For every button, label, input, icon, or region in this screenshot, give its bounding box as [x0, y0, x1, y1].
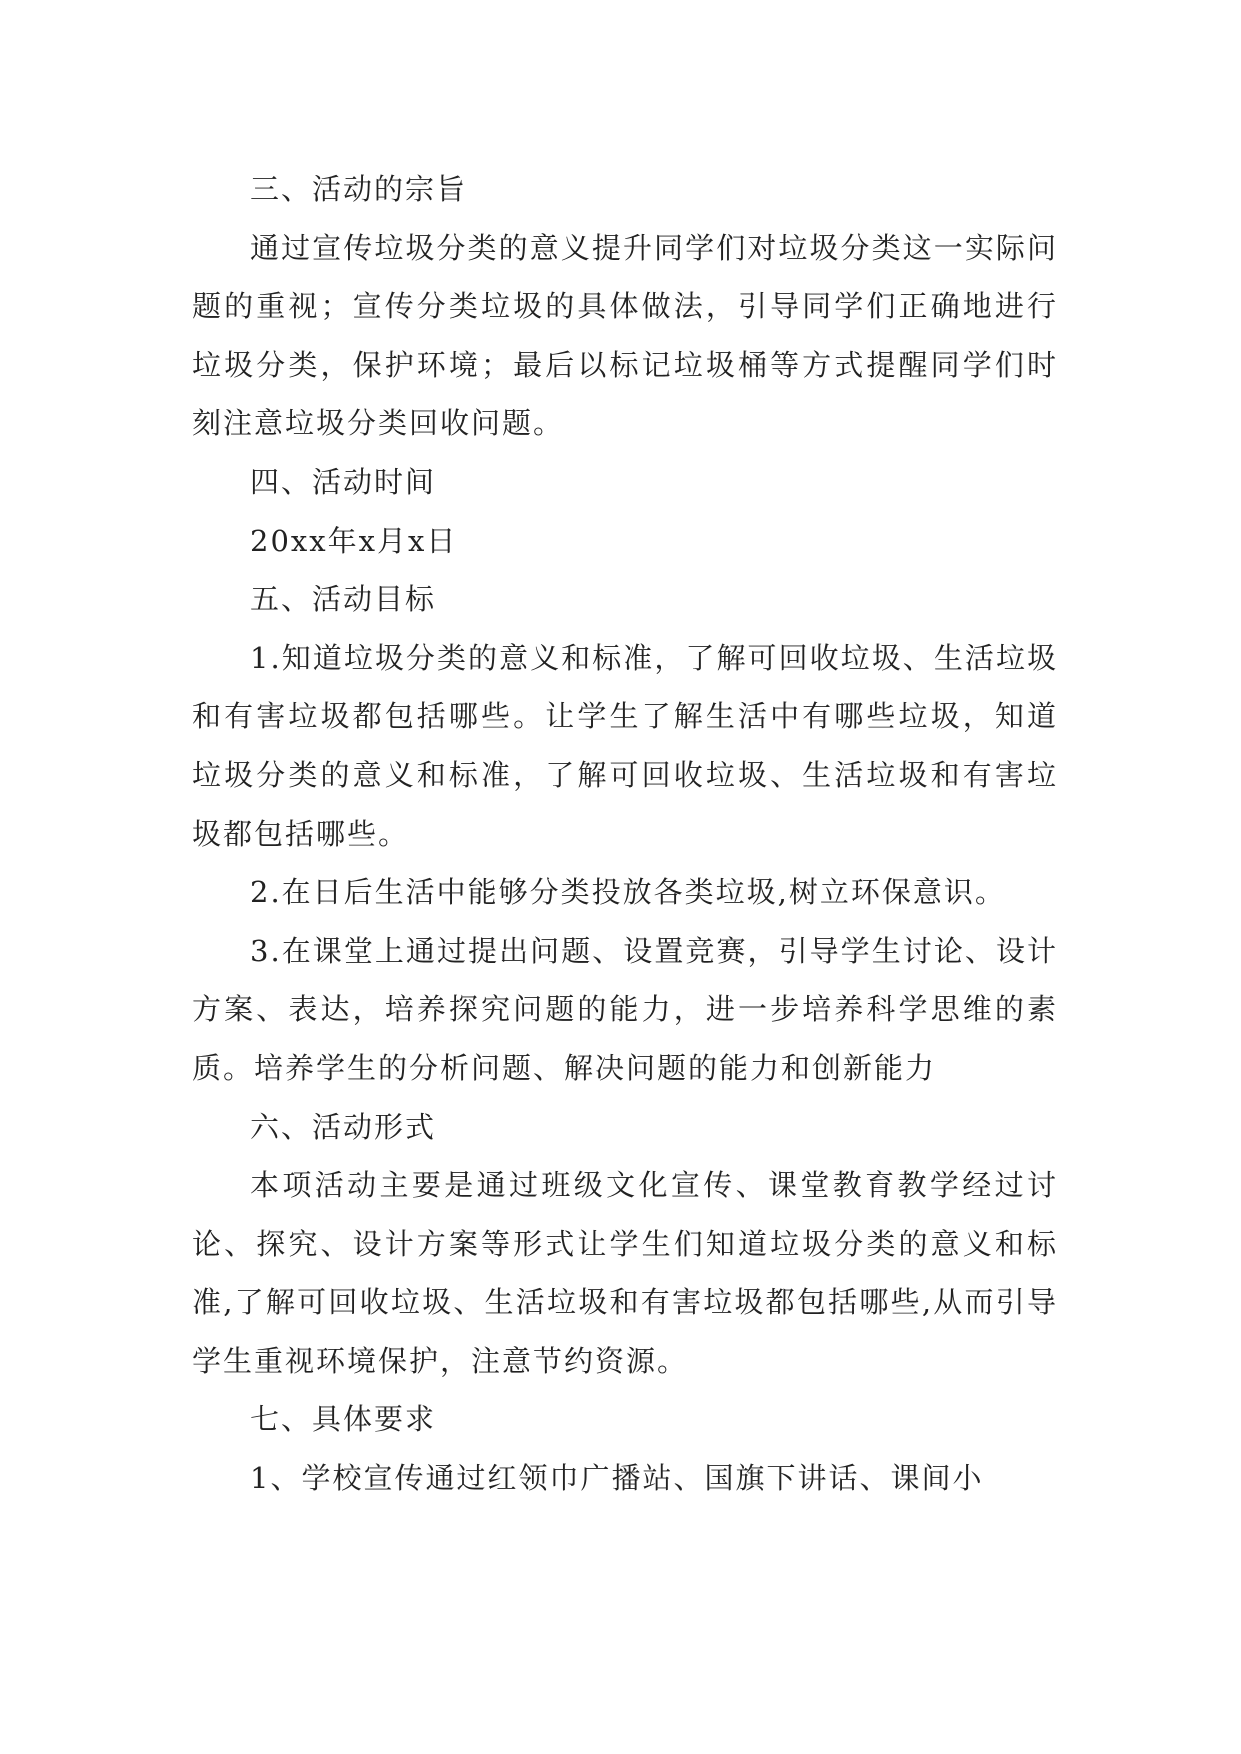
section-heading-requirements: 七、具体要求 — [250, 1402, 437, 1437]
paragraph-goal-2: 2.在日后生活中能够分类投放各类垃圾,树立环保意识。 — [250, 875, 1006, 910]
section-heading-time: 四、活动时间 — [250, 464, 437, 499]
paragraph-date: 20xx年x月x日 — [250, 523, 458, 558]
section-heading-purpose: 三、活动的宗旨 — [250, 172, 468, 206]
paragraph-goal-1: 1.知道垃圾分类的意义和标准，了解可回收垃圾、生活垃圾和有害垃圾都包括哪些。让学生了解生活中有哪些垃圾，知道垃圾分类的意义和标准，了解可回收垃圾、生活垃圾和有害垃圾都包括哪些。 — [192, 640, 1058, 851]
paragraph-purpose: 通过宣传垃圾分类的意义提升同学们对垃圾分类这一实际问题的重视；宣传分类垃圾的具体做法，引导同学们正确地进行垃圾分类，保护环境；最后以标记垃圾桶等方式提醒同学们时刻注意垃圾分类回收问题。 — [192, 230, 1058, 441]
document-body — [192, 160, 1058, 1508]
paragraph-format: 本项活动主要是通过班级文化宣传、课堂教育教学经过讨论、探究、设计方案等形式让学生们知道垃圾分类的意义和标准,了解可回收垃圾、生活垃圾和有害垃圾都包括哪些,从而引导学生重视环境保护，注意节约资源。 — [192, 1168, 1058, 1378]
paragraph-requirement-1: 1、学校宣传通过红领巾广播站、国旗下讲话、课间小 — [250, 1461, 984, 1496]
paragraph-goal-3: 3.在课堂上通过提出问题、设置竞赛，引导学生讨论、设计方案、表达，培养探究问题的能力，进一步培养科学思维的素质。培养学生的分析问题、解决问题的能力和创新能力 — [192, 933, 1058, 1085]
section-heading-goals: 五、活动目标 — [250, 582, 437, 617]
section-heading-format: 六、活动形式 — [250, 1109, 437, 1144]
